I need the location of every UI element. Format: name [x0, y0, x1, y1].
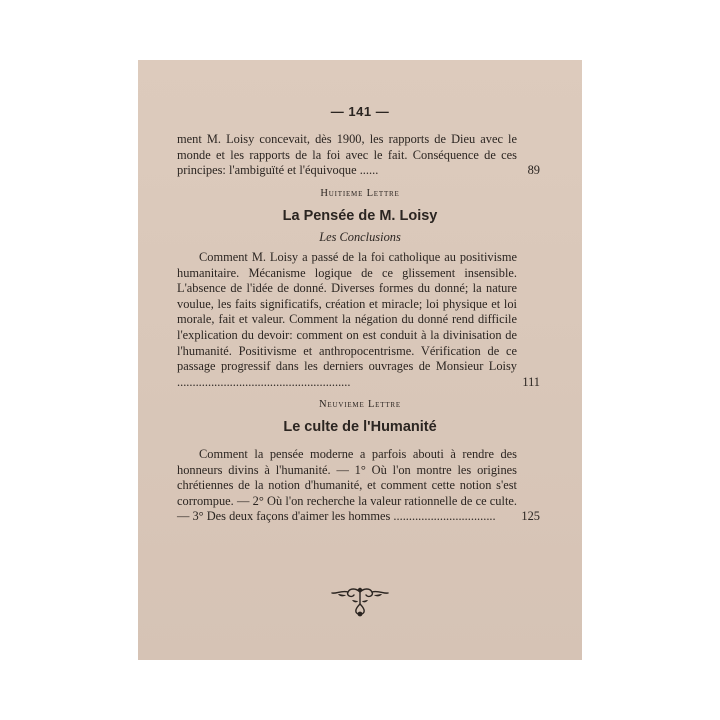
toc-entry-letter-8: Comment M. Loisy a passé de la foi catholique au positivisme humanitaire. Mécanisme logique de ce glissement insensible. L'absence de l'idée de donné. Diverses formes du donné; la nature voulue, les faits significatifs, création et miracle; loi physique et loi morale, fait et valeur. Comment la négation du donné rend difficile l'explication du devoir: comment on est conduit à la divinisation de l'humanité. Positivisme et anthropocentrisme. Vérification de ce passage progressif dans les derniers ouvrages de Monsieur Loisy ........................................................	[177, 250, 517, 389]
floral-vignette-icon	[328, 584, 392, 623]
toc-entry-letter-9: Comment la pensée moderne a parfois abouti à rendre des honneurs divins à l'humanité. — 1° Où l'on montre les origines chrétiennes de la notion d'humanité, et comment cette notion s'est corrompue. — 2° Où l'on recherche la valeur rationnelle de ce culte. — 3° Des deux façons d'aimer les hommes .................................	[177, 447, 517, 524]
book-page	[138, 60, 582, 660]
section-subtitle-8: Les Conclusions	[319, 230, 401, 244]
section-title-9: Le culte de l'Humanité	[283, 419, 437, 435]
toc-page-ref-89: 89	[527, 163, 540, 177]
page-number: — 141 —	[330, 104, 390, 119]
toc-page-ref-111: 111	[522, 375, 540, 389]
letter-heading-8: Huitieme Lettre	[320, 188, 400, 199]
toc-page-ref-125: 125	[521, 509, 540, 523]
section-title-8: La Pensée de M. Loisy	[282, 208, 438, 224]
toc-entry-continuation: ment M. Loisy concevait, dès 1900, les rapports de Dieu avec le monde et les rapports de la foi avec le fait. Conséquence de ces principes: l'ambiguïté et l'équivoque ......	[177, 132, 517, 178]
letter-heading-9: Neuvieme Lettre	[319, 399, 401, 410]
